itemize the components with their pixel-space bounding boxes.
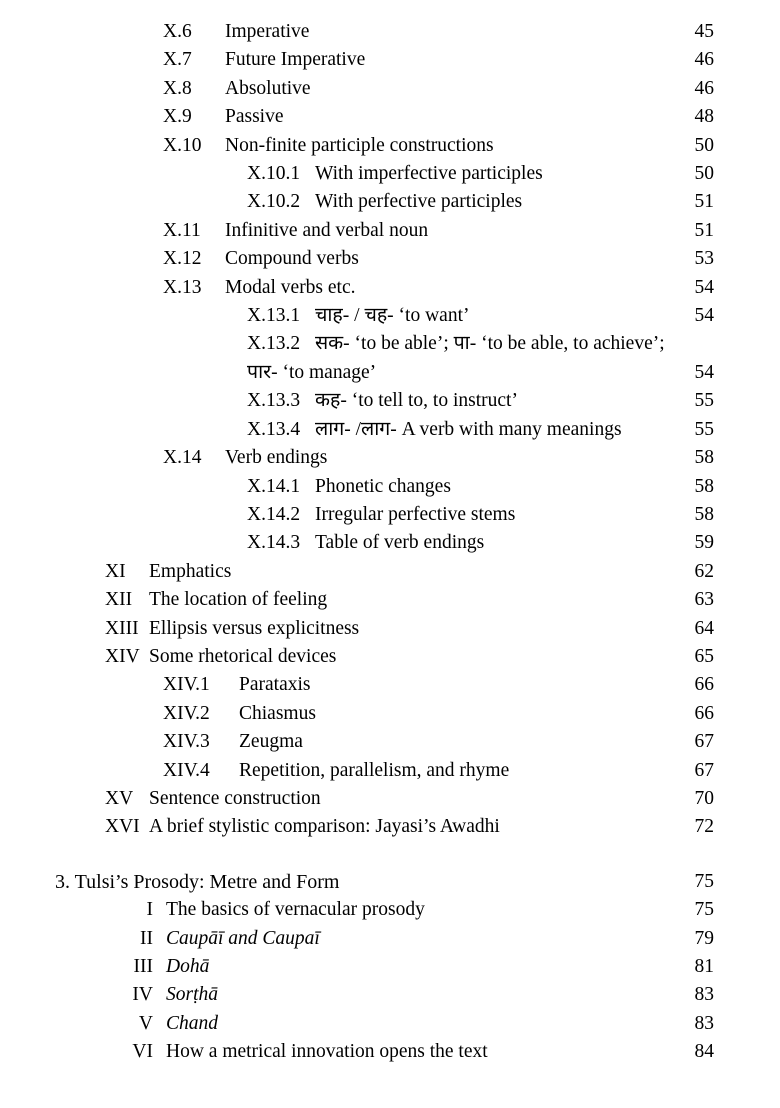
toc-entry[interactable]	[0, 387, 780, 415]
toc-entry-label: X.14.2	[247, 503, 301, 525]
toc-entry-title: Future Imperative	[225, 49, 366, 71]
toc-entry[interactable]	[0, 700, 780, 728]
toc-entry-label: X.9	[163, 106, 192, 128]
toc-entry-title: Modal verbs etc.	[225, 276, 356, 298]
toc-entry-title: Chiasmus	[239, 702, 316, 724]
toc-entry-title: Imperative	[225, 21, 310, 42]
chapter-toc-list	[0, 896, 780, 1066]
toc-entry-label: X.13.3	[247, 390, 301, 412]
toc-entry-label: XV	[105, 787, 134, 809]
toc-entry-title: The basics of vernacular prosody	[166, 899, 425, 921]
toc-entry-label: VI	[132, 1041, 153, 1063]
toc-entry-page-number: 67	[694, 759, 714, 781]
toc-entry-label: III	[133, 956, 153, 977]
toc-entry-label: XIV.2	[163, 702, 210, 724]
toc-entry[interactable]	[0, 217, 780, 245]
toc-entry-page-number: 54	[694, 276, 714, 298]
toc-entry[interactable]	[0, 18, 780, 46]
toc-entry-title: Sentence construction	[149, 787, 321, 809]
toc-entry-label: X.13	[163, 276, 202, 298]
toc-entry-label: X.10.2	[247, 191, 301, 213]
toc-entry-page-number: 51	[694, 191, 714, 213]
toc-entry-title: Repetition, parallelism, and rhyme	[239, 759, 510, 781]
toc-entry[interactable]	[0, 416, 780, 444]
chapter-heading-title: 3. Tulsi’s Prosody: Metre and Form	[55, 870, 340, 893]
toc-entry-page-number: 50	[694, 134, 714, 156]
toc-entry-page-number: 59	[694, 532, 714, 554]
toc-entry-label: X.13.2	[247, 333, 301, 355]
toc-entry[interactable]	[0, 1010, 780, 1038]
toc-entry-label: X.14.1	[247, 475, 301, 497]
toc-entry[interactable]	[0, 558, 780, 586]
toc-entry-page-number: 58	[694, 447, 714, 469]
toc-entry-label: V	[138, 1012, 153, 1034]
chapter-heading-page: 75	[694, 870, 714, 892]
toc-entry-label: X.10	[163, 134, 202, 156]
toc-entry-title: Irregular perfective stems	[315, 503, 516, 525]
toc-entry-page-number: 53	[694, 248, 714, 270]
toc-entry-title: The location of feeling	[149, 589, 328, 611]
toc-entry-label: X.11	[163, 219, 201, 241]
toc-entry-label: X.6	[163, 21, 192, 42]
toc-entry-page-number: 62	[694, 560, 714, 582]
toc-entry[interactable]	[0, 330, 780, 358]
toc-entry-title: Table of verb endings	[315, 532, 485, 554]
toc-entry-page-number: 81	[694, 956, 714, 977]
toc-entry[interactable]	[0, 245, 780, 273]
toc-entry-title: Parataxis	[239, 674, 311, 696]
toc-entry-page-number: 79	[694, 927, 714, 949]
toc-entry-label: XIV.3	[163, 731, 210, 753]
toc-entry[interactable]	[0, 302, 780, 330]
toc-entry[interactable]	[0, 925, 780, 953]
toc-entry[interactable]	[0, 103, 780, 131]
toc-entry-label: X.12	[163, 248, 202, 270]
toc-entry-label: II	[140, 927, 153, 949]
toc-entry-page-number: 63	[694, 589, 714, 611]
toc-entry[interactable]	[0, 671, 780, 699]
toc-entry-page-number: 55	[694, 390, 714, 412]
toc-list	[0, 18, 780, 842]
toc-entry-title: Sorṭhā	[166, 984, 219, 1006]
toc-entry-page-number: 83	[694, 1012, 714, 1034]
toc-entry-label: X.10.1	[247, 163, 301, 185]
toc-entry-label: XIV.1	[163, 674, 210, 696]
toc-entry-title: How a metrical innovation opens the text	[166, 1041, 488, 1063]
toc-entry-title: Infinitive and verbal noun	[225, 219, 429, 241]
toc-entry-page-number: 83	[694, 984, 714, 1006]
toc-entry[interactable]	[0, 586, 780, 614]
toc-entry[interactable]	[0, 1038, 780, 1066]
toc-entry-title: Some rhetorical devices	[149, 645, 337, 667]
toc-entry-page-number: 48	[694, 106, 714, 128]
toc-entry-page-number: 64	[694, 617, 714, 639]
toc-entry-label: I	[146, 899, 153, 921]
toc-entry[interactable]	[0, 813, 780, 841]
toc-entry-page-number: 46	[694, 49, 714, 71]
toc-entry-title: Dohā	[166, 956, 210, 977]
toc-entry-title: With perfective participles	[315, 191, 523, 213]
toc-entry-title: लाग- /लाग- A verb with many meanings	[315, 418, 622, 440]
toc-entry-label: X.13.1	[247, 305, 301, 327]
toc-entry-title: Phonetic changes	[315, 475, 451, 497]
toc-entry[interactable]	[0, 274, 780, 302]
toc-entry-title: Non-finite participle constructions	[225, 134, 494, 156]
toc-entry-title: कह- ‘to tell to, to instruct’	[315, 390, 518, 412]
toc-entry-page-number: 66	[694, 674, 714, 696]
toc-entry-page-number: 70	[694, 787, 714, 809]
toc-entry[interactable]	[0, 757, 780, 785]
toc-entry-title: Compound verbs	[225, 248, 359, 270]
toc-entry[interactable]	[0, 132, 780, 160]
toc-entry[interactable]	[0, 46, 780, 74]
toc-entry[interactable]	[0, 444, 780, 472]
toc-entry-label: XIV.4	[163, 759, 210, 781]
toc-entry-label: XVI	[105, 816, 140, 838]
toc-entry-page-number: 58	[694, 503, 714, 525]
toc-entry-label: XI	[105, 560, 126, 582]
toc-entry[interactable]	[0, 896, 780, 924]
toc-entry-title: Passive	[225, 106, 284, 128]
toc-entry[interactable]	[0, 160, 780, 188]
chapter-heading-row	[0, 868, 780, 896]
toc-entry-label: XIV	[105, 645, 140, 667]
toc-entry-page-number: 66	[694, 702, 714, 724]
toc-entry[interactable]	[0, 473, 780, 501]
toc-entry-title: सक- ‘to be able’; पा- ‘to be able, to achieve’;	[315, 333, 665, 355]
toc-entry-title: With imperfective participles	[315, 163, 543, 185]
toc-entry[interactable]	[0, 785, 780, 813]
toc-entry-page-number: 54	[694, 305, 714, 327]
toc-entry-page-number: 54	[694, 361, 714, 383]
toc-entry[interactable]	[0, 728, 780, 756]
toc-entry[interactable]	[0, 953, 780, 981]
toc-entry-label: X.7	[163, 49, 192, 71]
toc-entry-page-number: 84	[694, 1041, 714, 1063]
toc-entry-title: Zeugma	[239, 731, 303, 753]
toc-entry-page-number: 72	[694, 816, 714, 838]
toc-entry[interactable]	[0, 529, 780, 557]
toc-entry-title: Verb endings	[225, 447, 328, 469]
toc-entry[interactable]	[0, 615, 780, 643]
toc-entry[interactable]	[0, 359, 780, 387]
toc-entry[interactable]	[0, 501, 780, 529]
toc-entry-label: X.8	[163, 77, 192, 99]
toc-entry-page-number: 58	[694, 475, 714, 497]
toc-entry-title: Ellipsis versus explicitness	[149, 617, 360, 639]
toc-entry-label: X.13.4	[247, 418, 301, 440]
toc-entry-title: चाह- / चह- ‘to want’	[315, 305, 470, 327]
toc-entry-page-number: 67	[694, 731, 714, 753]
toc-entry-label: X.14.3	[247, 532, 301, 554]
toc-entry-title: Chand	[166, 1012, 219, 1034]
toc-entry[interactable]	[0, 188, 780, 216]
toc-entry-label: X.14	[163, 447, 202, 469]
toc-entry-page-number: 51	[694, 219, 714, 241]
toc-entry-title: Caupāī and Caupaī	[166, 927, 320, 949]
toc-entry-label: XII	[105, 589, 133, 611]
toc-entry-title: Emphatics	[149, 560, 232, 582]
toc-entry-label: XIII	[105, 617, 139, 639]
toc-entry-page-number: 46	[694, 77, 714, 99]
toc-entry-label: IV	[132, 984, 153, 1006]
toc-entry[interactable]	[0, 981, 780, 1009]
toc-entry-title: पार- ‘to manage’	[247, 361, 377, 383]
toc-entry-page-number: 55	[694, 418, 714, 440]
toc-entry-title: Absolutive	[225, 77, 311, 99]
toc-entry-page-number: 65	[694, 645, 714, 667]
toc-entry-page-number: 50	[694, 163, 714, 185]
toc-entry[interactable]	[0, 75, 780, 103]
toc-entry-title: A brief stylistic comparison: Jayasi’s Awadhi	[149, 816, 500, 838]
toc-entry-page-number: 45	[694, 21, 714, 42]
toc-entry[interactable]	[0, 643, 780, 671]
toc-entry-page-number: 75	[694, 899, 714, 921]
